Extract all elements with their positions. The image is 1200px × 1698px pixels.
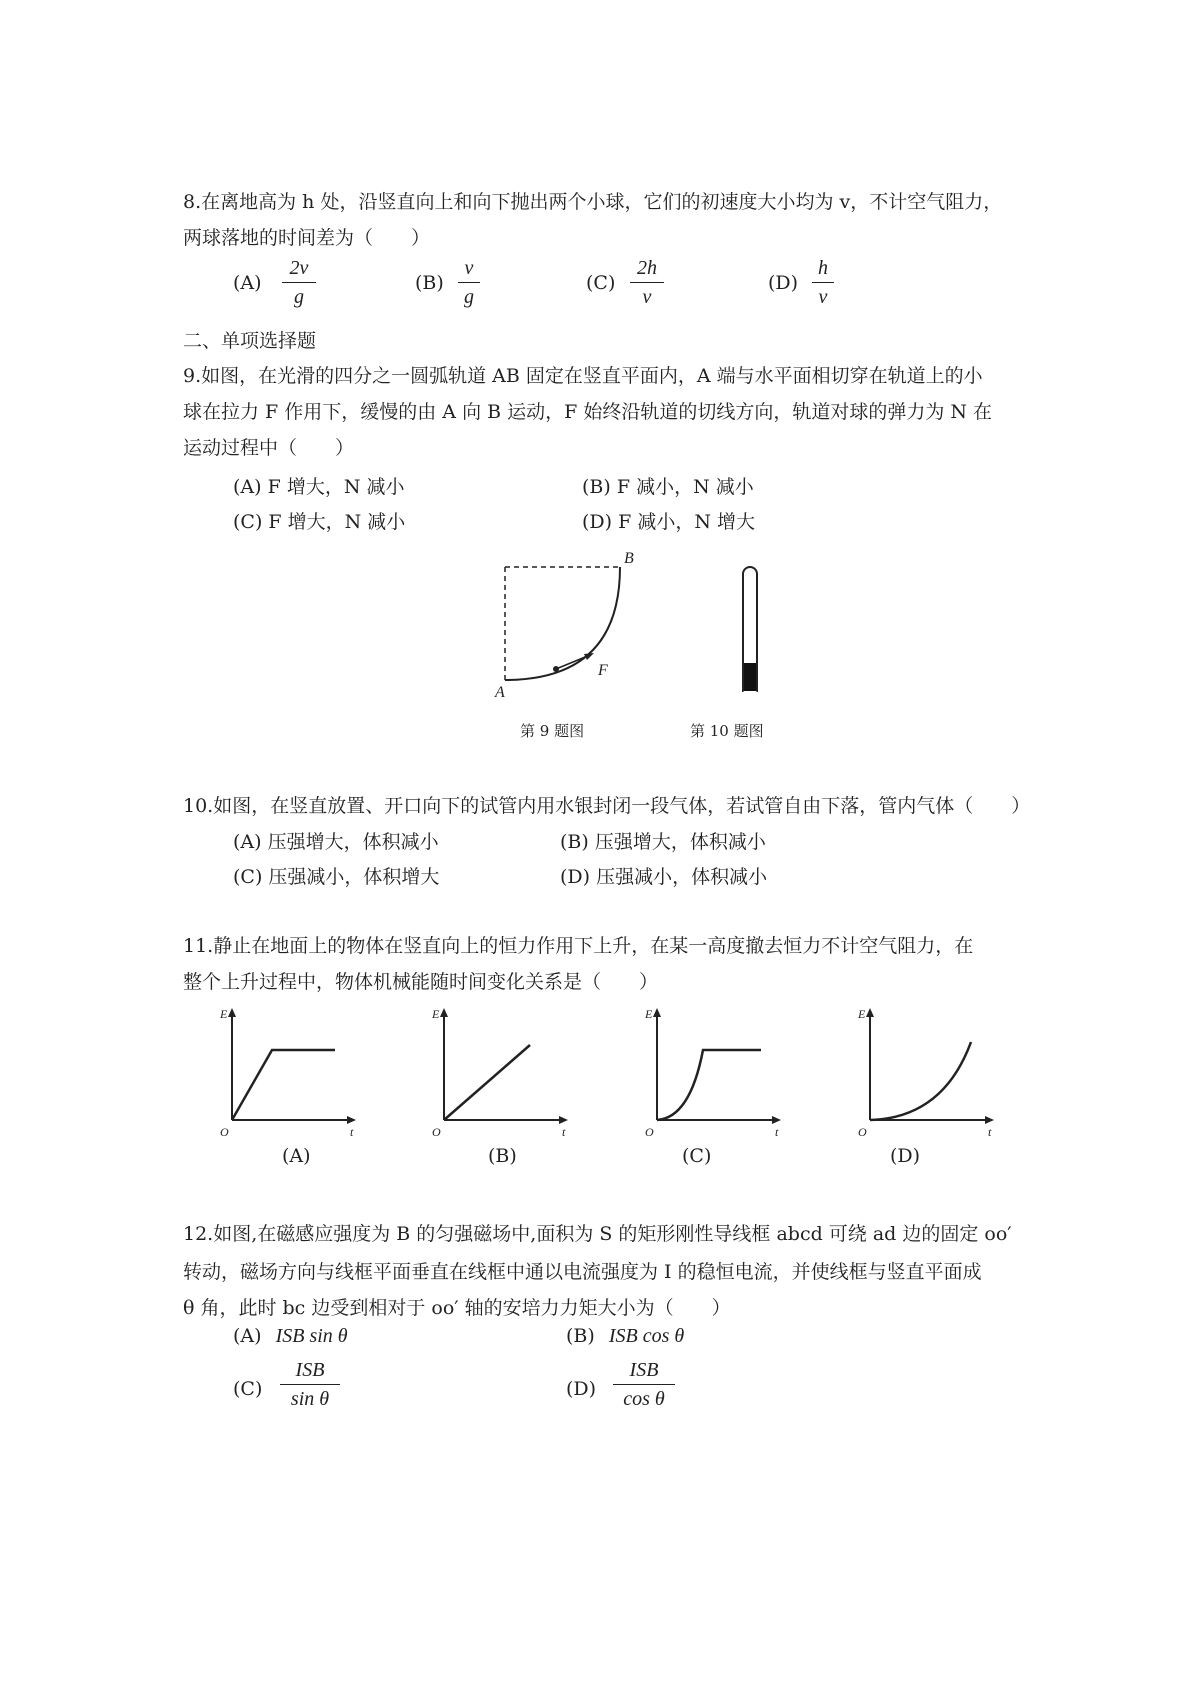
force-arrowhead [584, 653, 594, 660]
q8-option-d-numerator: h [818, 257, 828, 279]
q10-option-c [233, 862, 439, 889]
q12-option-b [566, 1325, 684, 1348]
q12-option-a-label: (A) [233, 1325, 262, 1347]
q12-text-line1: 12.如图,在磁感应强度为 B 的匀强磁场中,面积为 S 的矩形刚性导线框 abcd 可绕 ad 边的固定 oo′ [183, 1223, 1012, 1245]
q12-option-d-denominator: cos θ [623, 1388, 665, 1410]
x-axis-label: t [775, 1125, 779, 1139]
x-axis-label: t [988, 1125, 992, 1139]
fraction-bar [282, 282, 316, 283]
q10-option-d-label: (D) [560, 866, 591, 888]
q10-option-c-text: 压强减小，体积增大 [268, 866, 440, 888]
q9-figure [480, 545, 660, 700]
x-axis-label: t [562, 1125, 566, 1139]
q9-option-b-text: F 减小，N 减小 [616, 476, 754, 498]
q10-text-line1: 10.如图，在竖直放置、开口向下的试管内用水银封闭一段气体，若试管自由下落，管内气体（ ） [183, 795, 1031, 817]
x-axis-arrow [559, 1116, 568, 1124]
q10-option-c-label: (C) [233, 866, 263, 888]
q11-graph-b [422, 1000, 572, 1140]
x-axis-label: t [350, 1125, 354, 1139]
fraction-bar [458, 282, 480, 283]
q8-option-c-label: (C) [586, 272, 616, 294]
q9-text-line1: 9.如图，在光滑的四分之一圆弧轨道 AB 固定在竖直平面内，A 端与水平面相切穿在轨道上的小 [183, 365, 983, 387]
y-axis-arrow [228, 1008, 236, 1017]
q11-graph-d-caption: (D) [890, 1145, 921, 1167]
origin-label: O [858, 1125, 867, 1139]
q11-graph-d [848, 1000, 998, 1140]
q12-option-d-numerator: ISB [629, 1359, 659, 1381]
q10-figure [730, 560, 770, 700]
q8-option-c-denominator: v [642, 286, 652, 308]
q8-option-c-fraction [630, 255, 664, 310]
q12-option-b-text: ISB cos θ [608, 1325, 685, 1347]
q12-option-c-fraction [280, 1357, 340, 1412]
q9-option-a [233, 472, 404, 499]
q12-text-line2: 转动，磁场方向与线框平面垂直在线框中通以电流强度为 I 的稳恒电流，并使线框与竖直平面成 [183, 1261, 982, 1283]
energy-curve [657, 1050, 761, 1120]
q9-option-d [582, 507, 755, 534]
q10-option-d [560, 862, 767, 889]
x-axis-arrow [347, 1116, 356, 1124]
q8-text-line1: 8.在离地高为 h 处，沿竖直向上和向下抛出两个小球，它们的初速度大小均为 v，不计空气阻力， [183, 191, 1003, 213]
q12-option-d-label: (D) [566, 1378, 597, 1400]
q12-option-b-label: (B) [566, 1325, 595, 1347]
q9-option-b [582, 472, 754, 499]
q12-option-d-fraction [613, 1357, 675, 1412]
q10-option-d-text: 压强减小，体积减小 [596, 866, 768, 888]
y-axis-label: E [432, 1007, 440, 1021]
label-F: F [598, 662, 608, 679]
q12-option-c-denominator: sin θ [290, 1388, 330, 1410]
q8-option-b-denominator: g [464, 286, 474, 308]
q12-text-line3: θ 角，此时 bc 边受到相对于 oo′ 轴的安培力力矩大小为（ ） [183, 1297, 731, 1319]
q9-option-a-label: (A) [233, 476, 262, 498]
q10-option-b-text: 压强增大，体积减小 [594, 831, 766, 853]
q12-option-a [233, 1325, 348, 1348]
origin-label: O [645, 1125, 654, 1139]
section-heading: 二、单项选择题 [183, 330, 317, 352]
q8-option-b-label: (B) [415, 272, 444, 294]
q8-option-c-numerator: 2h [637, 257, 657, 279]
mercury-column [744, 663, 756, 691]
q9-option-a-text: F 增大，N 减小 [267, 476, 405, 498]
q9-option-c [233, 507, 405, 534]
q11-text-line1: 11.静止在地面上的物体在竖直向上的恒力作用下上升，在某一高度撤去恒力不计空气阻力，在 [183, 935, 974, 957]
q11-graph-c [635, 1000, 785, 1140]
q10-option-a [233, 827, 439, 854]
q11-graph-a-caption: (A) [282, 1145, 311, 1167]
y-axis-arrow [440, 1008, 448, 1017]
q9-option-d-text: F 减小，N 增大 [618, 511, 755, 533]
q8-option-d-fraction [812, 255, 834, 310]
label-A: A [495, 684, 505, 700]
q9-option-d-label: (D) [582, 511, 613, 533]
q10-option-b [560, 827, 766, 854]
energy-curve [870, 1042, 971, 1120]
q8-option-b-fraction [458, 255, 480, 310]
q8-text-line2: 两球落地的时间差为（ ） [183, 227, 431, 249]
q12-option-a-text: ISB sin θ [275, 1325, 348, 1347]
q9-option-c-text: F 增大，N 减小 [268, 511, 406, 533]
y-axis-label: E [220, 1007, 228, 1021]
q9-text-line3: 运动过程中（ ） [183, 437, 355, 459]
energy-curve [444, 1045, 530, 1120]
y-axis-arrow [653, 1008, 661, 1017]
q10-figure-caption: 第 10 题图 [690, 722, 764, 740]
q9-text-line2: 球在拉力 F 作用下，缓慢的由 A 向 B 运动，F 始终沿轨道的切线方向，轨道对球的弹力为 N 在 [183, 401, 993, 423]
q8-option-b-numerator: v [464, 257, 474, 279]
q9-figure-caption: 第 9 题图 [520, 722, 585, 740]
q8-option-a-fraction [282, 255, 316, 310]
q9-option-c-label: (C) [233, 511, 263, 533]
y-axis-arrow [866, 1008, 874, 1017]
q8-option-d-label: (D) [768, 272, 799, 294]
q11-text-line2: 整个上升过程中，物体机械能随时间变化关系是（ ） [183, 971, 659, 993]
x-axis-arrow [985, 1116, 994, 1124]
energy-curve [232, 1050, 335, 1120]
q8-option-a-label: (A) [233, 272, 262, 294]
q10-option-b-label: (B) [560, 831, 589, 853]
x-axis-arrow [772, 1116, 781, 1124]
q8-option-a-numerator: 2v [289, 257, 309, 279]
label-B: B [624, 550, 634, 567]
y-axis-label: E [858, 1007, 866, 1021]
force-arrow [556, 655, 590, 669]
q12-option-c-label: (C) [233, 1378, 263, 1400]
q12-option-c-numerator: ISB [295, 1359, 325, 1381]
fraction-bar [812, 282, 834, 283]
fraction-bar [280, 1384, 340, 1385]
q11-graph-c-caption: (C) [682, 1145, 712, 1167]
q11-graph-b-caption: (B) [488, 1145, 517, 1167]
q10-option-a-text: 压强增大，体积减小 [267, 831, 439, 853]
q8-option-a-denominator: g [294, 286, 304, 308]
fraction-bar [630, 282, 664, 283]
q10-option-a-label: (A) [233, 831, 262, 853]
fraction-bar [613, 1384, 675, 1385]
q11-graph-a [210, 1000, 360, 1140]
origin-label: O [220, 1125, 229, 1139]
y-axis-label: E [645, 1007, 653, 1021]
q8-option-d-denominator: v [818, 286, 828, 308]
origin-label: O [432, 1125, 441, 1139]
q9-option-b-label: (B) [582, 476, 611, 498]
